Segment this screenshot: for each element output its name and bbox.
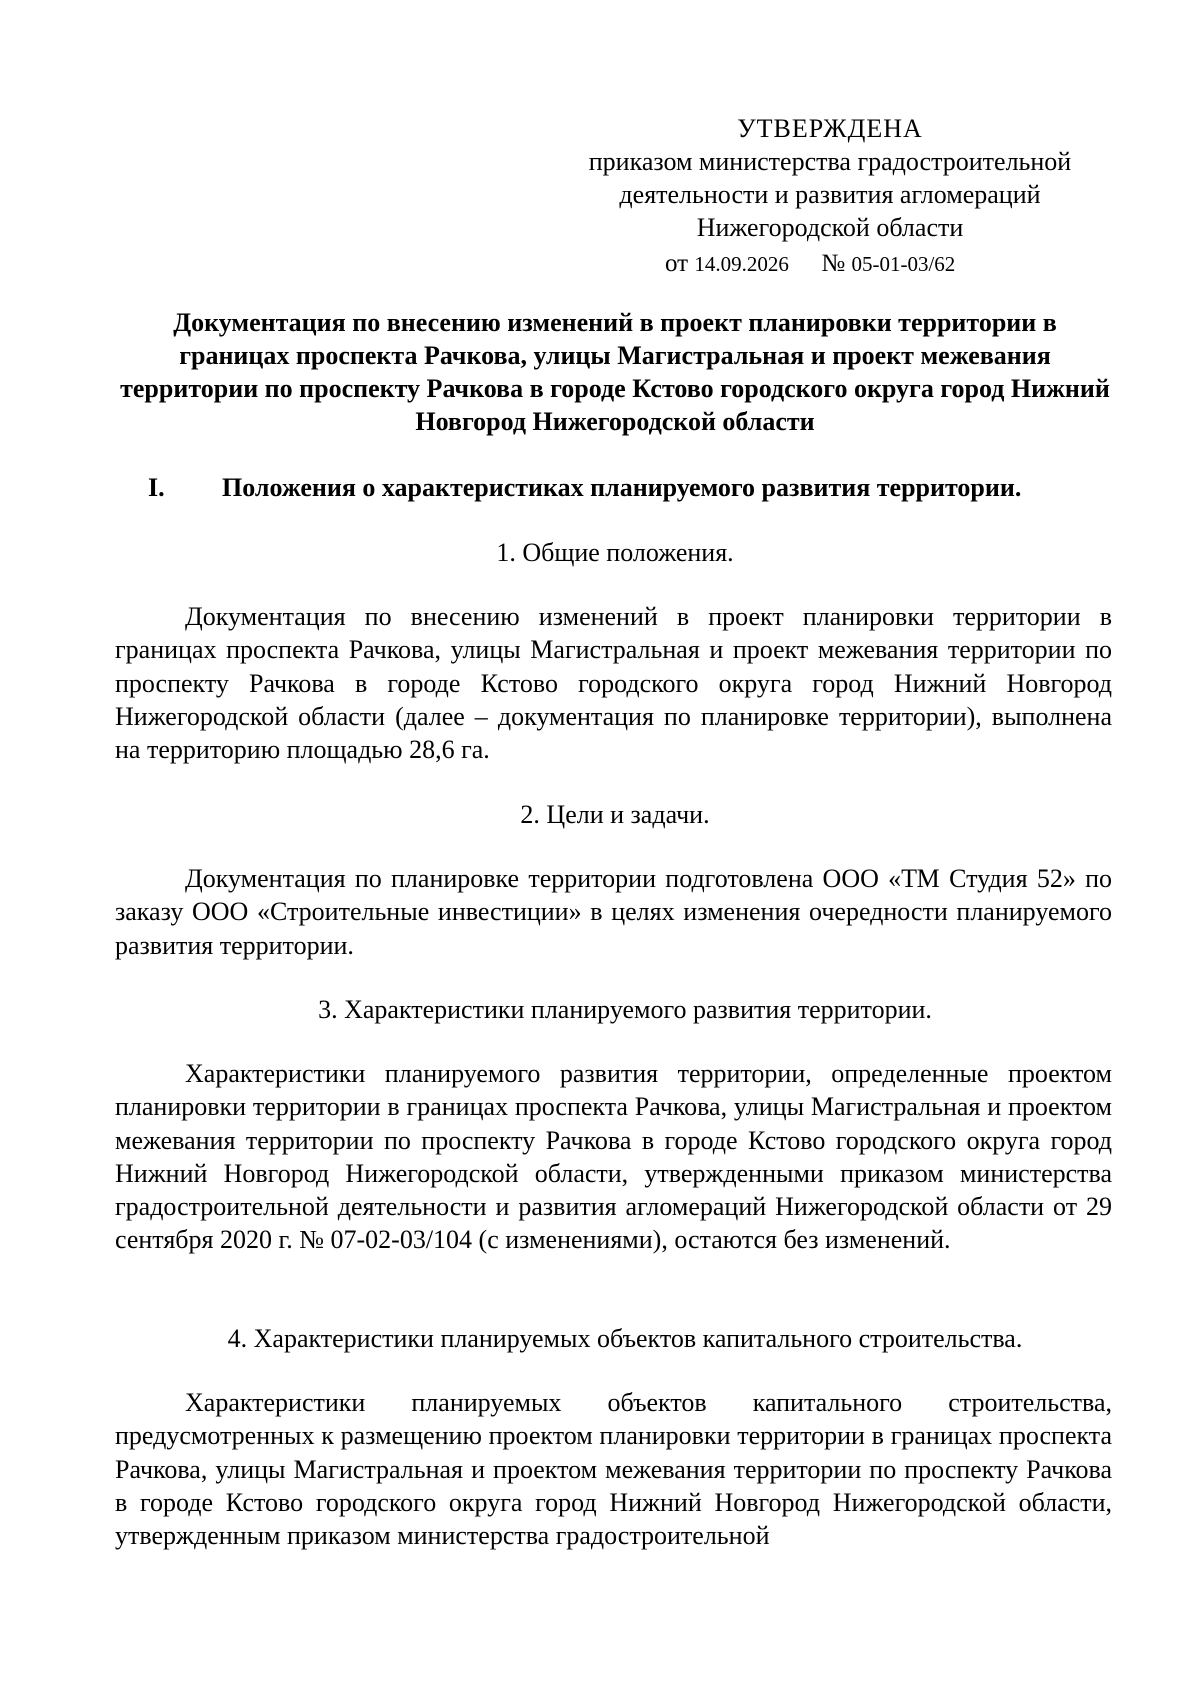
approval-line-3: Нижегородской области bbox=[696, 213, 964, 242]
approval-line-1: приказом министерства градостроительной bbox=[588, 147, 1072, 176]
approval-line-2: деятельности и развития агломераций bbox=[619, 180, 1041, 209]
subsection-heading-4: 4. Характеристики планируемых объектов капитального строительства. bbox=[227, 1324, 1023, 1353]
approval-block bbox=[560, 112, 1100, 281]
number-label: № bbox=[821, 250, 846, 277]
from-label: от bbox=[665, 250, 689, 277]
order-number: 05-01-03/62 bbox=[851, 252, 956, 276]
document-title: Документация по внесению изменений в проект планировки территории в границах проспекта Рачкова, улицы Магистральная и проект межевания территории по проспекту Рачкова в городе Кстово городского округа город Нижний Новгород Нижегородской области bbox=[120, 308, 1110, 436]
subsection-heading-1: 1. Общие положения. bbox=[496, 538, 734, 567]
subsection-text-1: Документация по внесению изменений в проект планировки территории в границах проспекта Рачкова, улицы Магистральная и проект межевания территории по проспекту Рачкова в городе Кстово городского округа город Нижний Новгород Нижегородской области (далее – документация по планировке территории), выполнена на территорию площадью 28,6 га. bbox=[115, 602, 1112, 765]
section-heading bbox=[148, 471, 1108, 504]
approval-title: УТВЕРЖДЕНА bbox=[737, 114, 923, 143]
subsection-text-3: Характеристики планируемого развития территории, определенные проектом планировки территории в границах проспекта Рачкова, улицы Магистральная и проектом межевания территории по проспекту Рачкова в городе Кстово городского округа город Нижний Новгород Нижегородской области, утвержденными приказом министерства градостроительной деятельности и развития агломераций Нижегородской области от 29 сентября 2020 г. № 07-02-03/104 (с изменениями), остаются без изменений. bbox=[115, 1059, 1112, 1255]
section-title: Положения о характеристиках планируемого развития территории. bbox=[222, 473, 1022, 502]
subsection-text-4: Характеристики планируемых объектов капитального строительства, предусмотренных к размещению проектом планировки территории в границах проспекта Рачкова, улицы Магистральная и проектом межевания территории по проспекту Рачкова в городе Кстово городского округа город Нижний Новгород Нижегородской области, утвержденным приказом министерства градостроительной bbox=[115, 1388, 1112, 1551]
order-date: 14.09.2026 bbox=[694, 252, 789, 276]
subsection-heading-3: 3. Характеристики планируемого развития территории. bbox=[318, 995, 932, 1024]
section-number: I. bbox=[148, 473, 165, 502]
subsection-text-2: Документация по планировке территории подготовлена ООО «ТМ Студия 52» по заказу ООО «Строительные инвестиции» в целях изменения очередности планируемого развития территории. bbox=[115, 864, 1112, 960]
approval-date-line bbox=[560, 247, 1100, 281]
subsection-heading-2: 2. Цели и задачи. bbox=[520, 800, 710, 829]
